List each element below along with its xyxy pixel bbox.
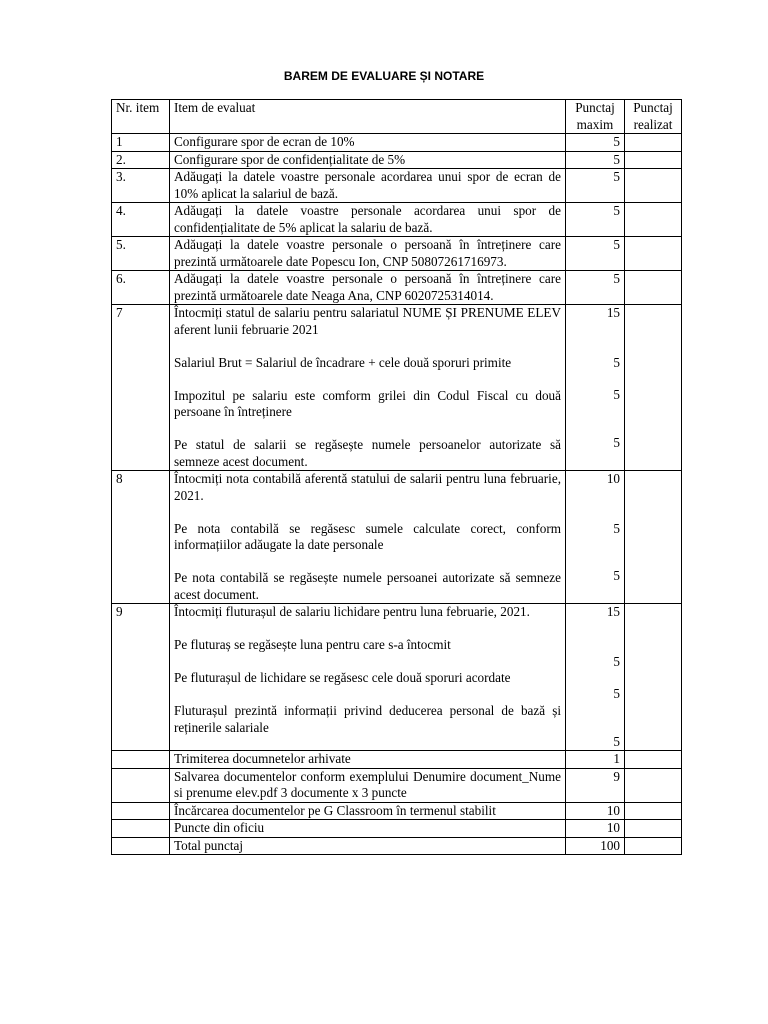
- item-text: Adăugați la datele voastre personale o persoană în întreținere care prezintă următoarele date Popescu Ion, CNP 50807261716973.: [170, 237, 566, 271]
- main-max-points: 15: [606, 305, 620, 320]
- item-text: Salvarea documentelor conform exemplului Denumire document_Nume si prenume elev.pdf 3 documente x 3 puncte: [170, 768, 566, 802]
- item-number: 5.: [112, 237, 170, 271]
- max-points: [566, 471, 625, 604]
- main-max-points: 10: [606, 471, 620, 486]
- sub-criterion-text: Salariul Brut = Salariul de încadrare + cele două sporuri primite: [174, 354, 512, 370]
- sub-criterion-text: Pe nota contabilă se regăsește numele persoanei autorizate să semneze acest document.: [174, 570, 561, 602]
- sub-criterion-text: Pe fluturaș se regăsește luna pentru care s-a întocmit: [174, 637, 451, 652]
- max-points: 1: [566, 751, 625, 769]
- item-number: 6.: [112, 271, 170, 305]
- sub-max-points: 5: [613, 434, 620, 450]
- sub-max-points: 5: [613, 686, 620, 701]
- item-text: Adăugați la datele voastre personale acordarea unui spor de confidențialitate de 5% aplicat la salariu de bază.: [170, 203, 566, 237]
- table-row: [112, 151, 682, 169]
- sub-max-points: 5: [613, 653, 620, 669]
- header-nr: Nr. item: [112, 100, 170, 134]
- achieved-points: [625, 305, 682, 471]
- item-text: Adăugați la datele voastre personale o persoană în întreținere care prezintă următoarele date Neaga Ana, CNP 6020725314014.: [170, 271, 566, 305]
- max-points: 10: [566, 820, 625, 838]
- item-text: [170, 604, 566, 751]
- item-number: [112, 837, 170, 855]
- item-text: Încărcarea documentelor pe G Classroom în termenul stabilit: [170, 802, 566, 820]
- table-row: [112, 471, 682, 604]
- item-text: Configurare spor de confidențialitate de 5%: [170, 151, 566, 169]
- table-row: [112, 237, 682, 271]
- item-number: 2.: [112, 151, 170, 169]
- max-points: [566, 305, 625, 471]
- header-achieved-points: Punctaj realizat: [625, 100, 682, 134]
- achieved-points: [625, 471, 682, 604]
- sub-max-points: 5: [613, 520, 620, 536]
- item-number: [112, 820, 170, 838]
- table-row: [112, 271, 682, 305]
- sub-max-points: 5: [613, 733, 620, 749]
- item-number: 1: [112, 134, 170, 152]
- item-number: [112, 802, 170, 820]
- achieved-points: [625, 237, 682, 271]
- max-points: 5: [566, 134, 625, 152]
- max-points: 5: [566, 237, 625, 271]
- table-row: [112, 768, 682, 802]
- max-points: 5: [566, 203, 625, 237]
- table-row: [112, 604, 682, 751]
- achieved-points: [625, 751, 682, 769]
- item-number: 8: [112, 471, 170, 604]
- achieved-points: [625, 271, 682, 305]
- max-points: 5: [566, 271, 625, 305]
- table-row: [112, 203, 682, 237]
- item-number: 9: [112, 604, 170, 751]
- table-header-row: [112, 100, 682, 134]
- max-points: 9: [566, 768, 625, 802]
- max-points: [566, 604, 625, 751]
- item-number: [112, 768, 170, 802]
- achieved-points: [625, 203, 682, 237]
- max-points: 10: [566, 802, 625, 820]
- document-title: BAREM DE EVALUARE ȘI NOTARE: [283, 69, 485, 83]
- sub-criterion-text: Fluturașul prezintă informații privind deducerea personal de bază și reținerile salariale: [174, 703, 561, 735]
- sub-max-points: 5: [613, 387, 620, 402]
- item-text: Adăugați la datele voastre personale acordarea unui spor de ecran de 10% aplicat la salariul de bază.: [170, 169, 566, 203]
- table-row: [112, 837, 682, 855]
- item-main-text: Întocmiți statul de salariu pentru salariatul NUME ȘI PRENUME ELEV aferent lunii februarie 2021: [174, 305, 561, 337]
- achieved-points: [625, 768, 682, 802]
- table-row: [112, 305, 682, 471]
- achieved-points: [625, 820, 682, 838]
- sub-criterion-text: Impozitul pe salariu este comform grilei din Codul Fiscal cu două persoane în întreținere: [174, 387, 561, 419]
- max-points: 5: [566, 169, 625, 203]
- sub-criterion-text: Pe nota contabilă se regăsesc sumele calculate corect, conform informațiilor adăugate la date personale: [174, 520, 561, 552]
- item-number: 7: [112, 305, 170, 471]
- sub-max-points: 5: [613, 568, 620, 583]
- item-text: [170, 471, 566, 604]
- item-number: 4.: [112, 203, 170, 237]
- item-text: Total punctaj: [170, 837, 566, 855]
- item-text: Configurare spor de ecran de 10%: [170, 134, 566, 152]
- table-row: [112, 802, 682, 820]
- sub-criterion-text: Pe fluturașul de lichidare se regăsesc cele două sporuri acordate: [174, 670, 511, 685]
- item-text: [170, 305, 566, 471]
- table-row: [112, 169, 682, 203]
- table-row: [112, 820, 682, 838]
- item-number: 3.: [112, 169, 170, 203]
- table-row: [112, 134, 682, 152]
- achieved-points: [625, 134, 682, 152]
- item-main-text: Întocmiți fluturașul de salariu lichidare pentru luna februarie, 2021.: [174, 604, 530, 619]
- achieved-points: [625, 169, 682, 203]
- header-max-points: Punctaj maxim: [566, 100, 625, 134]
- achieved-points: [625, 604, 682, 751]
- achieved-points: [625, 151, 682, 169]
- sub-max-points: 5: [613, 354, 620, 370]
- achieved-points: [625, 837, 682, 855]
- achieved-points: [625, 802, 682, 820]
- sub-criterion-text: Pe statul de salarii se regăsește numele persoanelor autorizate să semneze acest document.: [174, 437, 561, 469]
- main-max-points: 15: [606, 604, 620, 619]
- item-text: Puncte din oficiu: [170, 820, 566, 838]
- max-points: 5: [566, 151, 625, 169]
- item-main-text: Întocmiți nota contabilă aferentă statului de salarii pentru luna februarie, 2021.: [174, 471, 561, 503]
- header-item: Item de evaluat: [170, 100, 566, 134]
- table-row: [112, 751, 682, 769]
- max-points: 100: [566, 837, 625, 855]
- grading-table: [111, 99, 682, 855]
- item-number: [112, 751, 170, 769]
- item-text: Trimiterea documnetelor arhivate: [170, 751, 566, 769]
